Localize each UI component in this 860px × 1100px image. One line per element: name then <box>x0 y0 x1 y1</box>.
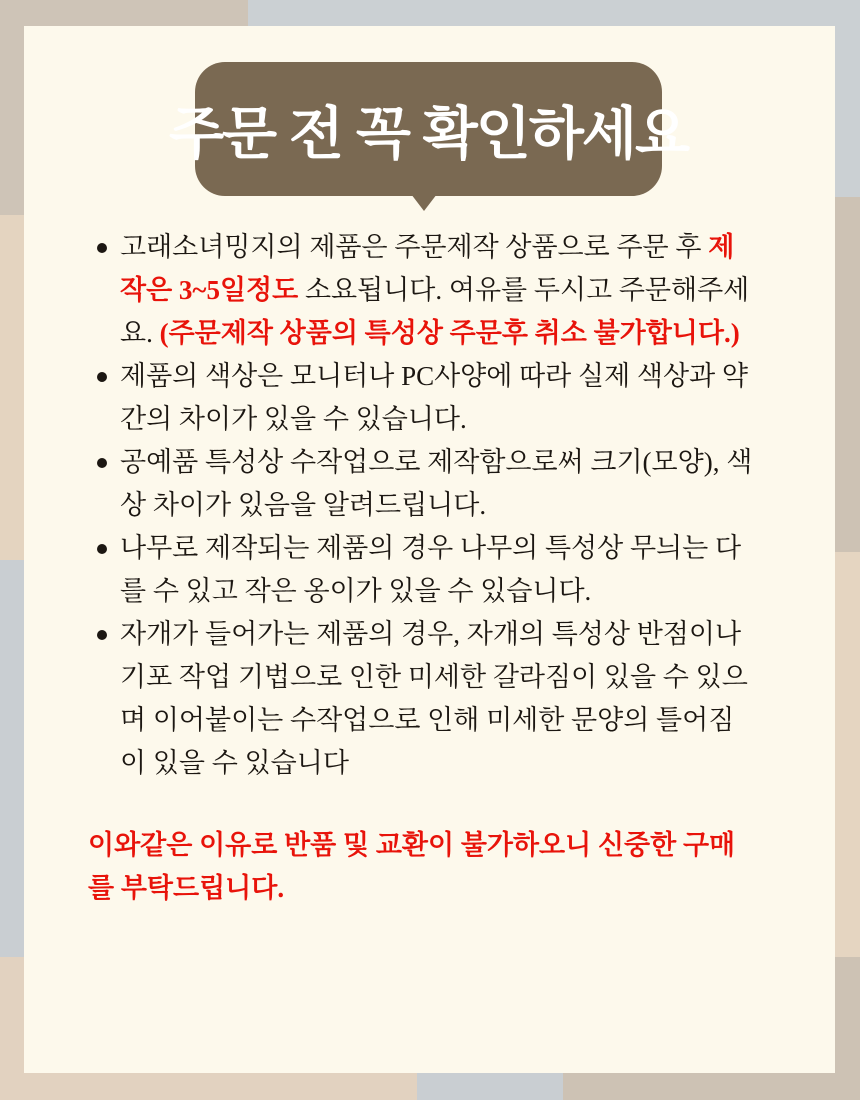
body-text: 고래소녀밍지의 제품은 주문제작 상품으로 주문 후 <box>120 232 709 262</box>
notice-list <box>88 226 760 785</box>
page-title: 주문 전 꼭 확인하세요 <box>168 102 689 166</box>
highlight-text: (주문제작 상품의 특성상 주문후 취소 불가합니다.) <box>159 318 740 348</box>
list-item <box>88 613 760 785</box>
body-text: 공예품 특성상 수작업으로 제작함으로써 크기(모양), 색상 차이가 있음을 알려드립니다. <box>120 447 753 520</box>
body-text: 나무로 제작되는 제품의 경우 나무의 특성상 무늬는 다를 수 있고 작은 옹이가 있을 수 있습니다. <box>120 533 742 606</box>
list-item <box>88 527 760 613</box>
speech-bubble-tail <box>411 194 437 211</box>
notice-card <box>24 26 835 1073</box>
header-bubble <box>168 62 689 196</box>
body-text: 제품의 색상은 모니터나 PC사양에 따라 실제 색상과 약간의 차이가 있을 수 있습니다. <box>120 361 748 434</box>
list-item <box>88 355 760 441</box>
body-text: 소요됩니다. 여유를 두시고 주문해주세요. <box>120 275 750 348</box>
notice-body <box>88 226 760 910</box>
body-text: 자개가 들어가는 제품의 경우, 자개의 특성상 반점이나 기포 작업 기법으로 인한 미세한 갈라짐이 있을 수 있으며 이어붙이는 수작업으로 인해 미세한 문양의 틀어짐이 있을 수 있습니다 <box>120 619 748 778</box>
notice-footer: 이와같은 이유로 반품 및 교환이 불가하오니 신중한 구매를 부탁드립니다. <box>88 830 736 903</box>
list-item <box>88 226 760 355</box>
list-item <box>88 441 760 527</box>
highlight-text: 제작은 3~5일정도 <box>120 232 735 305</box>
